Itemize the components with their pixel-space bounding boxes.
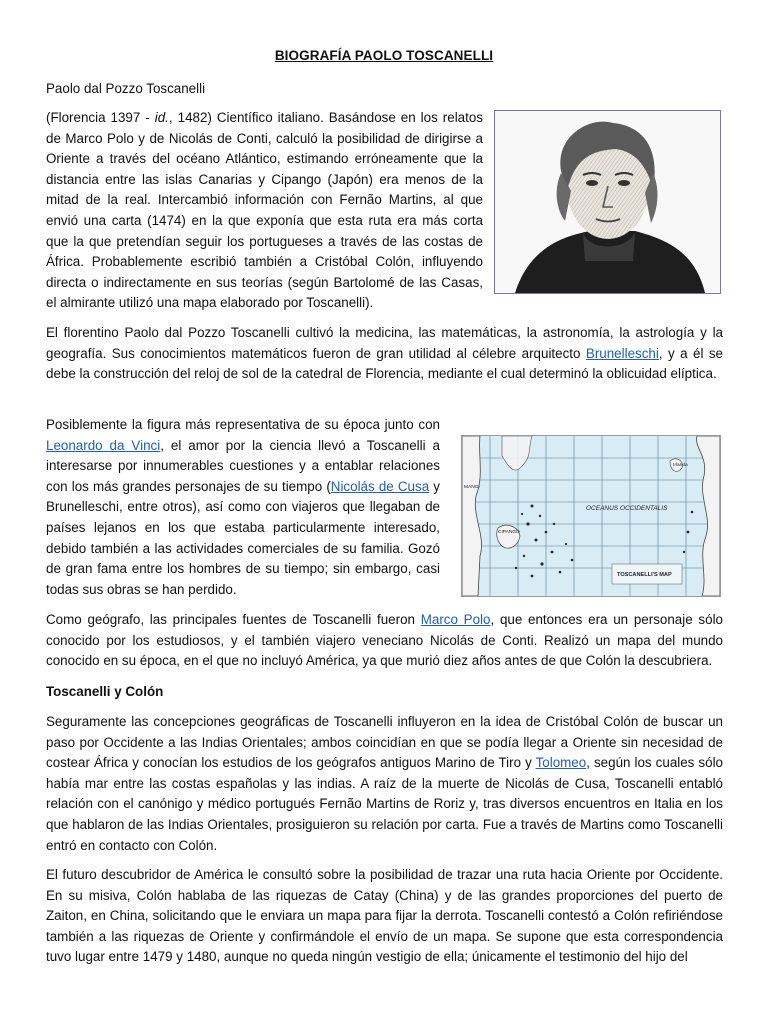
text-span: , según los cuales sólo había mar entre las costas españolas y las indias. A raíz de la muerte de Nicolás de Cusa, Toscanelli entabló relación con el canónigo y médico portugués Fernão Martins de Roriz y, tras diversos encuentros en Italia en los que hablaron de las Indias Orientales, prosiguieron su relación por carta. Fue a través de Martins como Toscanelli entró en contacto con Colón. (46, 755, 723, 853)
paragraph-correspondence: El futuro descubridor de América le consultó sobre la posibilidad de trazar una ruta hacia Oriente por Occidente. En su misiva, Colón hablaba de las riquezas de Catay (China) y de las grandes proporciones del puerto de Zaiton, en China, solicitando que le enviara un mapa para fijar la derrota. Toscanelli contestó a Colón refiriéndose también a las riquezas de Oriente y confirmándole el envío de un mapa. Se supone que esta correspondencia tuvo lugar entre 1479 y 1480, aunque no queda ningún vestigio de ella; únicamente el testimonio del hijo del (46, 867, 723, 965)
text-span: (Florencia 1397 - (46, 110, 155, 125)
leonardo-da-vinci-link[interactable]: Leonardo da Vinci (46, 437, 161, 453)
paragraph-intro (46, 108, 483, 314)
map-mangi-label: MANGI (464, 485, 480, 490)
tolomeo-link[interactable]: Tolomeo (535, 755, 587, 771)
map-caption: TOSCANELLI'S MAP (617, 572, 672, 578)
paragraph-geographer (46, 610, 723, 672)
text-span: El florentino Paolo dal Pozzo Toscanelli cultivó la medicina, las matemáticas, la astronomía, la astrología y la geografía. Sus conocimientos matemáticos fueron de gran utilidad al célebre arquitecto (46, 325, 723, 361)
marco-polo-link[interactable]: Marco Polo (420, 612, 491, 627)
paragraph-colon-ideas (46, 712, 723, 856)
map-cipango-label: CIPANGO (498, 530, 520, 535)
section-heading: Toscanelli y Colón (46, 684, 164, 699)
text-span: Posiblemente la figura más representativa de su época junto con (46, 417, 440, 432)
document-title: BIOGRAFÍA PAOLO TOSCANELLI (274, 48, 494, 63)
text-span: y Brunelleschi, entre otros), así como con viajeros que llegaban de países lejanos en los que estaba particularmente interesado, debido también a las actividades comerciales de su familia. Gozó de gran fama entre los hombres de su tiempo; sin embargo, casi todas sus obras se han perdido. (46, 478, 440, 597)
toscanelli-portrait (494, 110, 721, 294)
nicolas-de-cusa-link[interactable]: Nicolás de Cusa (330, 478, 430, 494)
text-span: , que entonces era un personaje sólo conocido por los estudiosos, y el también viajero veneciano Nicolás de Conti. Realizó un mapa del mundo conocido en su época, en el que no incluyó América, ya que murió diez años antes de que Colón la descubriera. (46, 612, 723, 669)
text-span: , 1482) Científico italiano. Basándose en los relatos de Marco Polo y de Nicolás de Conti, calculó la posibilidad de dirigirse a Oriente a través del océano Atlántico, estimando erróneamente que la distancia entre las islas Canarias y Cipango (Japón) era menos de la mitad de la real. Intercambió información con Fernão Martins, al que envió una carta (1474) en la que exponía que esta ruta era más corta que la que pretendían seguir los portugueses a través de las costas de África. Probablemente escribió también a Cristóbal Colón, influyendo directa o indirectamente en sus teorías (según Bartolomé de las Casas, el almirante utilizó una mapa elaborado por Toscanelli). (46, 110, 483, 311)
text-span: Como geógrafo, las principales fuentes de Toscanelli fueron (46, 612, 421, 627)
subtitle: Paolo dal Pozzo Toscanelli (46, 81, 206, 96)
text-span: Seguramente las concepciones geográficas de Toscanelli influyeron en la idea de Cristóbal Colón de buscar un paso por Occidente a las Indias Orientales; ambos coincidían en que se podía llegar a Oriente sin necesidad de costear África y conocían los estudios de los geógrafos antiguos Marino de Tiro y (46, 714, 723, 771)
brunelleschi-link[interactable]: Brunelleschi (585, 345, 659, 361)
toscanelli-map (461, 435, 721, 597)
text-span: id. (154, 110, 169, 125)
paragraph-sciences (46, 323, 723, 385)
text-span: , el amor por la ciencia llevó a Toscanelli a interesarse por innumerables cuestiones y a entablar relaciones con los más grandes personajes de su tiempo ( (46, 437, 440, 494)
map-ireland-label: Irlanda (673, 463, 688, 468)
text-span: , y a él se debe la construcción del reloj de sol de la catedral de Florencia, mediante el cual determinó la oblicuidad elíptica. (46, 345, 724, 382)
map-ocean-label: OCEANUS OCCIDENTALIS (586, 505, 668, 512)
paragraph-figure (46, 415, 440, 600)
